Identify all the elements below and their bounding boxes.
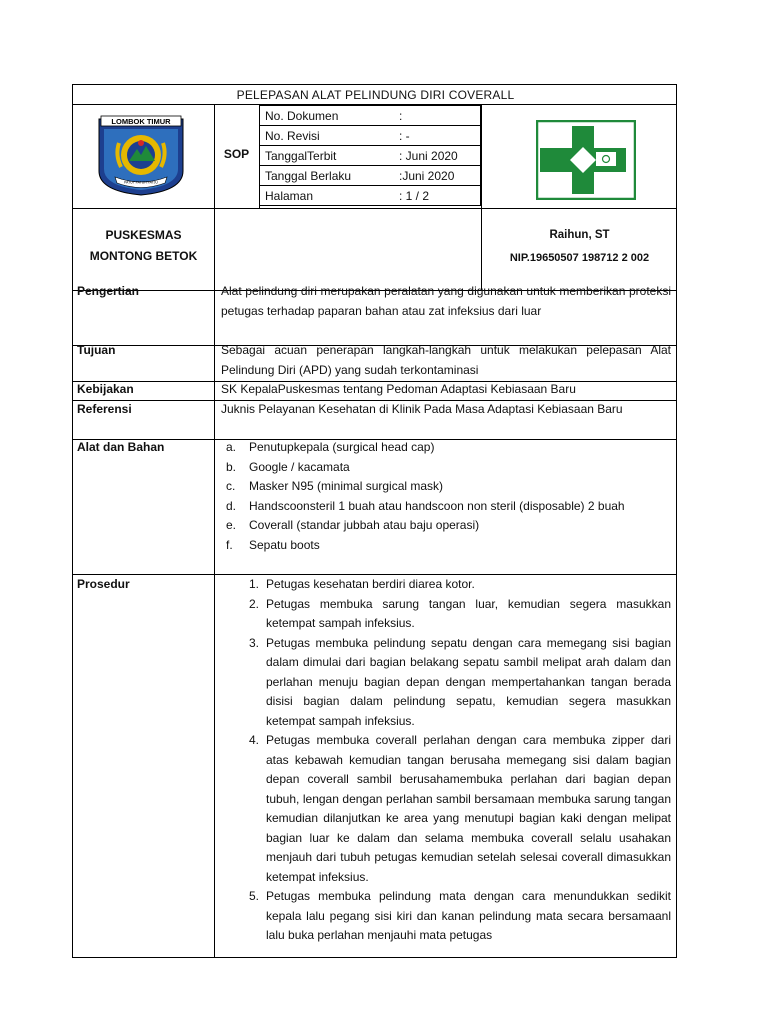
list-item [226, 438, 671, 458]
section-label-kebijakan: Kebijakan [77, 382, 134, 396]
lombok-timur-emblem [95, 113, 187, 197]
list-marker: 3. [249, 635, 260, 650]
list-item [226, 536, 671, 556]
list-item [249, 595, 671, 634]
list-marker: 1. [249, 577, 260, 591]
info-value: : 1 / 2 [399, 186, 481, 206]
section-label-referensi: Referensi [77, 402, 132, 416]
list-item [249, 634, 671, 732]
section-text-kebijakan: SK KepalaPuskesmas tentang Pedoman Adaptasi Kebiasaan Baru [221, 382, 576, 396]
puskesmas-logo [536, 120, 636, 200]
divider [214, 290, 215, 958]
list-marker: e. [226, 518, 237, 532]
info-row [260, 106, 481, 126]
section-text-tujuan: Sebagai acuan penerapan langkah-langkah untuk melakukan pelepasan Alat Pelindung Diri (APD) yang sudah terkontaminasi [221, 343, 671, 377]
section-label-tujuan: Tujuan [77, 343, 116, 357]
list-item-text: Coverall (standar jubbah atau baju operasi) [249, 518, 480, 532]
info-row [260, 126, 481, 146]
info-row [260, 186, 481, 206]
section-label-pengertian: Pengertian [77, 284, 140, 298]
list-marker: b. [226, 459, 237, 474]
list-marker: 5. [249, 889, 260, 903]
document-title: PELEPASAN ALAT PELINDUNG DIRI COVERALL [236, 88, 515, 102]
list-marker: a. [226, 440, 237, 454]
info-label: Tanggal Berlaku [260, 166, 400, 186]
prosedur-list [249, 575, 671, 946]
info-row [260, 166, 481, 186]
info-value: : [399, 106, 481, 126]
list-item [249, 887, 671, 946]
org-line: PUSKESMAS [105, 228, 182, 242]
section-text-referensi: Juknis Pelayanan Kesehatan di Klinik Pada Masa Adaptasi Kebiasaan Baru [221, 402, 623, 416]
list-item [249, 575, 671, 595]
list-item [226, 458, 671, 478]
info-value: :Juni 2020 [399, 166, 481, 186]
list-item [226, 477, 671, 497]
list-item-text: Petugas membuka pelindung mata dengan cara menundukkan sedikit kepala lalu pegang sisi kiri dan kanan pelindung mata secara bersamaanl lalu buka perlahan menjauhi mata petugas [266, 889, 671, 942]
list-item-text: Sepatu boots [249, 537, 320, 552]
alat-list [226, 438, 671, 555]
info-row [260, 146, 481, 166]
list-marker: c. [226, 479, 236, 493]
signer-name: Raihun, ST [549, 229, 610, 241]
svg-text:LOMBOK TIMUR: LOMBOK TIMUR [111, 117, 171, 126]
section-label-alat: Alat dan Bahan [77, 440, 165, 454]
info-label: No. Dokumen [260, 106, 400, 126]
list-item-text: Handscoonsteril 1 buah atau handscoon non steril (disposable) 2 buah [249, 498, 625, 513]
divider [73, 208, 677, 209]
organization-name [73, 225, 214, 267]
list-item-text: Petugas membuka pelindung sepatu dengan cara memegang sisi bagian dalam dimulai dari bagian belakang sepatu sambil melipat arah dalam dan perlahan menuju bagian depan dengan mempertahankan tangan berada disisi bagian dalam pelindung sepatu, kemudian segera masukkan ketempat sampah infeksius. [266, 635, 671, 728]
sop-label: SOP [223, 147, 250, 161]
info-label: TanggalTerbit [260, 146, 400, 166]
svg-text:PATUT PATUH PATJU: PATUT PATUH PATJU [124, 180, 158, 185]
list-item-text: Petugas membuka coverall perlahan dengan cara membuka zipper dari atas kebawah kemudian tangan berusaha memegang sisi dalam bagian depan coverall sambil berusahamembuka perlahan dari bagian depan tubuh, lengan dengan perlahan sambil bersamaan membuka sarung tangan kemudian dilanjutkan ke area yang menutupi bagian kaki dengan melipat bagian luar ke dalam dan selama membuka coverall selalu usahakan menjauh dari tubuh petugas kemudian setelah selesai coverall dimasukkan ketempat infeksius. [266, 733, 671, 884]
divider [214, 208, 215, 290]
info-value: : Juni 2020 [399, 146, 481, 166]
org-line: MONTONG BETOK [89, 249, 198, 263]
list-item-text: Google / kacamata [249, 459, 350, 474]
list-item [226, 497, 671, 517]
list-item-text: Petugas membuka sarung tangan luar, kemudian segera masukkan ketempat sampah infeksius. [266, 596, 671, 630]
list-item [226, 516, 671, 536]
info-label: No. Revisi [260, 126, 400, 146]
list-marker: 2. [249, 596, 260, 611]
info-label: Halaman [260, 186, 400, 206]
document-info-table [259, 105, 481, 206]
list-item-text: Petugas kesehatan berdiri diarea kotor. [266, 577, 475, 591]
info-value: : - [399, 126, 481, 146]
list-item-text: Masker N95 (minimal surgical mask) [249, 479, 444, 493]
list-item [249, 731, 671, 887]
list-marker: f. [226, 537, 233, 552]
sop-document [72, 84, 677, 958]
list-item-text: Penutupkepala (surgical head cap) [249, 440, 435, 454]
list-marker: 4. [249, 733, 260, 747]
list-marker: d. [226, 498, 237, 513]
section-label-prosedur: Prosedur [77, 577, 130, 591]
signer-nip: NIP.19650507 198712 2 002 [509, 252, 650, 264]
section-text-pengertian: Alat pelindung diri merupakan peralatan yang digunakan untuk memberikan proteksi petugas terhadap paparan bahan atau zat infeksius dari luar [221, 284, 671, 318]
